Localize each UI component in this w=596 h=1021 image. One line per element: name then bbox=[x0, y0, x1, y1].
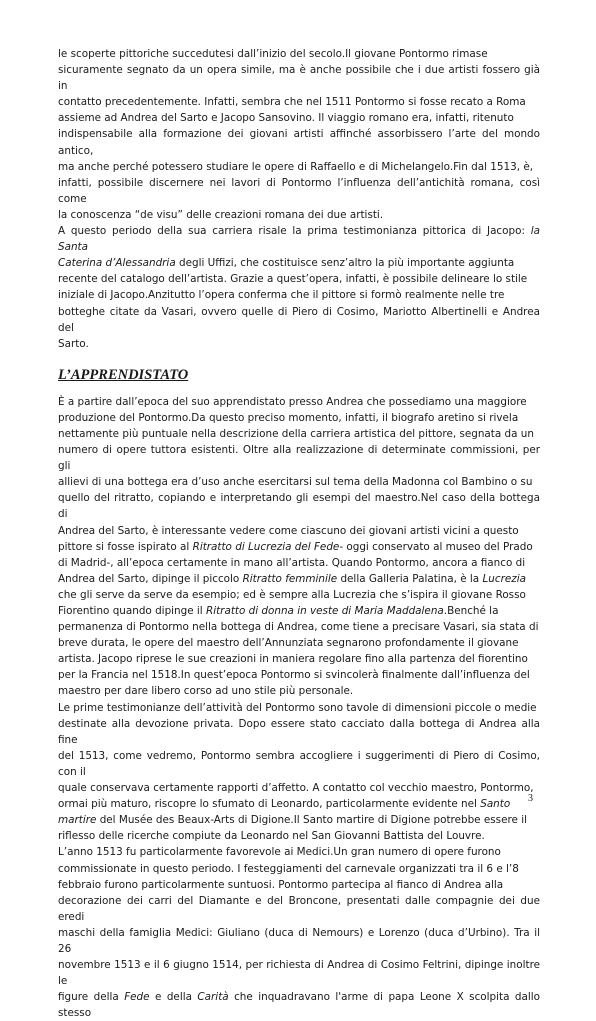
italic-title: Ritratto femminile bbox=[242, 572, 338, 585]
text-run: le scoperte pittoriche succedutesi dall’inizio del secolo.Il giovane Pontormo rimase sicuramente segnato da un opera simile, ma è anche possibile che i due artisti fossero già in contatto precedentemente. Infatti, sembra che nel 1511 Pontormo si fosse recato a Roma assieme ad Andrea del Sarto e Jacopo Sansovino. Il viaggio romano era, infatti, ritenuto indispensabile alla formazione dei giovani artisti affinché assorbissero l’arte del mondo antico, ma anche perché potessero studiare le opere di Raffaello e di Michelangelo.Fin dal 1513, è, infatti, possibile discernere nei lavori di Pontormo l’influenza dell’antichità romana, così come la conoscenza “de visu” delle creazioni romana dei due artisti. bbox=[58, 48, 540, 221]
text-run: della Galleria Palatina, è la bbox=[337, 572, 483, 585]
text-run: degli Uffizi, che costituisce senz’altro la più importante aggiunta recente del catalogo dell’artista. Grazie a quest’opera, infatti, è possibile delineare lo stile iniziale di Jacopo.Anzitutto l’opera conferma che il pittore si formò realmente nelle tre botteghe citate da Vasari, ovvero quelle di Piero di Cosimo, Mariotto Albertinelli e Andrea del Sarto. bbox=[58, 257, 540, 350]
page-number: 3 bbox=[528, 793, 533, 804]
paragraph-1 bbox=[58, 46, 540, 223]
text-run: che inquadravano l'arme di papa Leone X scolpita dallo stesso bbox=[58, 991, 540, 1020]
italic-title: Fede bbox=[124, 991, 150, 1004]
text-run: .Benché la permanenza di Pontormo nella bottega di Andrea, come tiene a precisare Vasari, sia stata di breve durata, le opere del maestro dell’Annunziata segnarono profondamente il giovane artista. Jacopo riprese le sue creazioni in maniera regolare fino alla partenza del fiorentino per la Francia nel 1518.In quest’epoca Pontormo si svincolerà finalmente dall’influenza del maestro per dare libero corso ad uno stile più personale. bbox=[58, 605, 539, 698]
italic-title: Lucrezia bbox=[482, 572, 526, 585]
text-run: - oggi conservato al museo del Prado di Madrid-, all’epoca certamente in mano all’artista. Quando Pontormo, ancora a fianco di Andrea del Sarto, dipinge il piccolo bbox=[58, 540, 533, 585]
paragraph-2 bbox=[58, 223, 540, 352]
italic-title: Santo martire bbox=[58, 798, 511, 827]
paragraph-5 bbox=[58, 844, 540, 1021]
text-run: A questo periodo della sua carriera risale la prima testimonianza pittorica di Jacopo: bbox=[58, 225, 531, 238]
text-run: È a partire dall’epoca del suo apprendistato presso Andrea che possediamo una maggiore produzione del Pontormo.Da questo preciso momento, infatti, il biografo aretino si rivela nettamente più puntuale nella descrizione della carriera artistica del pittore, segnata da un numero di opere tuttora esistenti. Oltre alla realizzazione di determinate commissioni, per gli allievi di una bottega era d’uso anche esercitarsi sul tema della Madonna col Bambino o su quello del ritratto, copiando e interpretando gli esempi del maestro.Nel caso della bottega di Andrea del Sarto, è interessante vedere come ciascuno dei giovani artisti vicini a questo pittore si fosse ispirato al bbox=[58, 395, 540, 553]
italic-title: Carità bbox=[197, 991, 229, 1004]
text-run: L’anno 1513 fu particolarmente favorevole ai Medici.Un gran numero di opere furono commissionate in questo periodo. I festeggiamenti del carnevale organizzati tra il 6 e l’8 febbraio furono particolarmente suntuosi. Pontormo partecipa al fianco di Andrea alla decorazione dei carri del Diamante e del Broncone, presentati dalle compagnie dei due eredi maschi della famiglia Medici: Giuliano (duca di Nemours) e Lorenzo (duca d’Urbino). Tra il 26 novembre 1513 e il 6 giugno 1514, per richiesta di Andrea di Cosimo Feltrini, dipinge inoltre le figure della bbox=[58, 846, 540, 1004]
section-heading: L’APPRENDISTATO bbox=[58, 366, 189, 383]
italic-title: Ritratto di Lucrezia del Fede bbox=[192, 540, 340, 553]
text-run: Le prime testimonianze dell’attività del Pontormo sono tavole di dimensioni piccole o medie destinate alla devozione privata. Dopo essere stato cacciato dalla bottega di Andrea alla fine del 1513, come vedremo, Pontormo sembra accogliere i suggerimenti di Piero di Cosimo, con il quale conservava certamente rapporti d’affetto. A contatto col vecchio maestro, Pontormo, ormai più maturo, riscopre lo sfumato di Leonardo, particolarmente evidente nel bbox=[58, 701, 540, 811]
paragraph-4 bbox=[58, 700, 540, 845]
paragraph-3 bbox=[58, 394, 540, 700]
italic-title: Ritratto di donna in veste di Maria Maddalena bbox=[206, 605, 444, 617]
text-run: che gli serve da serve da esempio; ed è sempre alla Lucrezia che s’ispira il giovane Rosso Fiorentino quando dipinge il bbox=[58, 588, 526, 617]
document-page bbox=[58, 46, 540, 1021]
text-run: e della bbox=[149, 991, 198, 1004]
text-run: del Musée des Beaux-Arts di Digione.Il Santo martire di Digione potrebbe essere il riflesso delle ricerche compiute da Leonardo nel San Giovanni Battista del Louvre. bbox=[58, 814, 528, 843]
italic-title: la Santa Caterina d’Alessandria bbox=[58, 225, 540, 270]
